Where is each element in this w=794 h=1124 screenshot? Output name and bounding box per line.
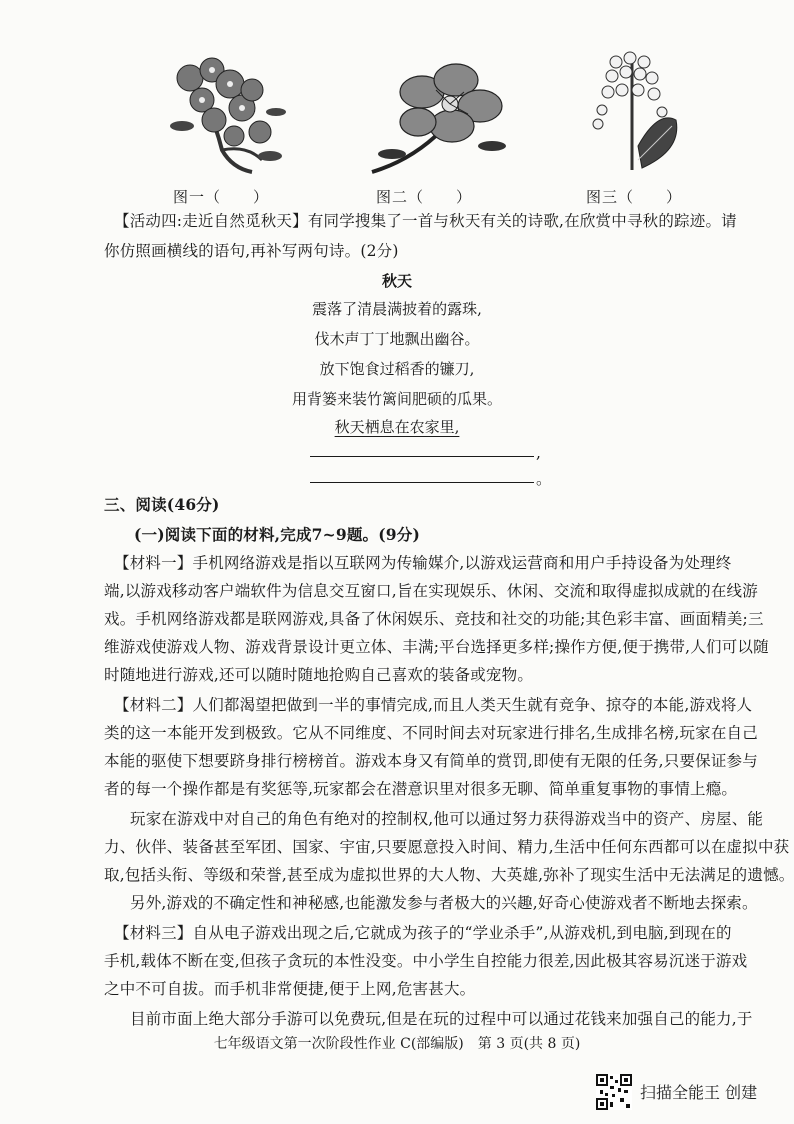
paragraph-line: 目前市面上绝大部分手游可以免费玩,但是在玩的过程中可以通过花钱来加强自己的能力,于 — [130, 1010, 753, 1028]
paragraph-line: 【材料二】人们都渴望把做到一半的事情完成,而且人类天生就有竞争、掠夺的本能,游戏将人 — [114, 696, 753, 714]
paragraph-line: 者的每一个操作都是有奖惩等,玩家都会在潜意识里对很多无聊、简单重复事物的事情上瘾。 — [104, 780, 738, 798]
osmanthus-flower-icon — [572, 50, 772, 180]
paragraph-line: 类的这一本能开发到极致。它从不同维度、不同时间去对玩家进行排名,生成排名榜,玩家在自己 — [104, 724, 758, 742]
paragraph-line: 端,以游戏移动客户端软件为信息交互窗口,旨在实现娱乐、休闲、交流和取得虚拟成就的在线游 — [104, 582, 758, 600]
blank-2-punct: 。 — [536, 470, 552, 488]
figure-1-caption: 图一（ ） — [173, 188, 270, 206]
paragraph-line: 本能的驱使下想要跻身排行榜榜首。游戏本身又有简单的赏罚,即使有无限的任务,只要保证参与 — [104, 752, 758, 770]
page-footer: 七年级语文第一次阶段性作业 C(部编版) 第 3 页(共 8 页) — [213, 1036, 581, 1052]
poem-underlined-line — [0, 412, 794, 442]
paragraph-line: 时随地进行游戏,还可以随时随地抢购自己喜欢的装备或宠物。 — [104, 666, 534, 684]
figure-2-caption: 图二（ ） — [376, 188, 473, 206]
figure-1 — [152, 50, 352, 180]
paragraph-line: 维游戏使游戏人物、游戏背景设计更立体、丰满;平台选择更多样;操作方便,便于携带,人们可以随 — [104, 638, 769, 656]
poem-line: 震落了清晨满披着的露珠, — [312, 300, 482, 318]
paragraph-line: 玩家在游戏中对自己的角色有绝对的控制权,他可以通过努力获得游戏当中的资产、房屋、能 — [130, 810, 764, 828]
poem-line: 伐木声丁丁地飘出幽谷。 — [314, 330, 480, 348]
scanner-watermark: 扫描全能王 创建 — [640, 1083, 758, 1102]
poem-line: 用背篓来装竹篱间肥硕的瓜果。 — [291, 390, 502, 408]
figure-3 — [572, 50, 772, 180]
answer-blank-2[interactable] — [310, 482, 534, 483]
blank-1-punct: , — [536, 444, 542, 462]
paragraph-line: 手机,载体不断在变,但孩子贪玩的本性没变。中小学生自控能力很差,因此极其容易沉迷于游戏 — [104, 952, 748, 970]
paragraph-line: 【材料三】自从电子游戏出现之后,它就成为孩子的“学业杀手”,从游戏机,到电脑,到现在的 — [114, 924, 732, 942]
paragraph-line: 另外,游戏的不确定性和神秘感,也能激发参与者极大的兴趣,好奇心使游戏者不断地去探索。 — [130, 894, 758, 912]
figure-3-caption: 图三（ ） — [586, 188, 683, 206]
answer-blank-1[interactable] — [310, 456, 534, 457]
subsection-heading: (一)阅读下面的材料,完成7~9题。(9分) — [134, 525, 420, 544]
paragraph-line: 之中不可自拔。而手机非常便捷,便于上网,危害甚大。 — [104, 980, 476, 998]
paragraph-line: 戏。手机网络游戏都是联网游戏,具备了休闲娱乐、竞技和社交的功能;其色彩丰富、画面精美;三 — [104, 610, 764, 628]
qr-code-icon — [596, 1074, 632, 1110]
activity4-line2: 你仿照画横线的语句,再补写两句诗。(2分) — [104, 242, 399, 260]
blossom-cluster-icon — [152, 50, 352, 180]
activity4-line1: 【活动四:走近自然觅秋天】有同学搜集了一首与秋天有关的诗歌,在欣赏中寻秋的踪迹。请 — [114, 212, 737, 230]
azalea-flower-icon — [352, 50, 552, 180]
section-heading: 三、阅读(46分) — [104, 495, 220, 514]
paragraph-line: 取,包括头衔、等级和荣誉,甚至成为虚拟世界的大人物、大英雄,弥补了现实生活中无法满足的遗憾。 — [104, 866, 794, 884]
poem-line: 放下饱食过稻香的镰刀, — [319, 360, 475, 378]
underlined-text: 秋天栖息在农家里, — [334, 418, 460, 436]
paragraph-line: 力、伙伴、装备甚至军团、国家、宇宙,只要愿意投入时间、精力,生活中任何东西都可以在虚拟中获 — [104, 838, 790, 856]
poem-title: 秋天 — [381, 272, 412, 290]
paragraph-line: 【材料一】手机网络游戏是指以互联网为传输媒介,以游戏运营商和用户手持设备为处理终 — [114, 554, 732, 572]
figure-2 — [352, 50, 552, 180]
